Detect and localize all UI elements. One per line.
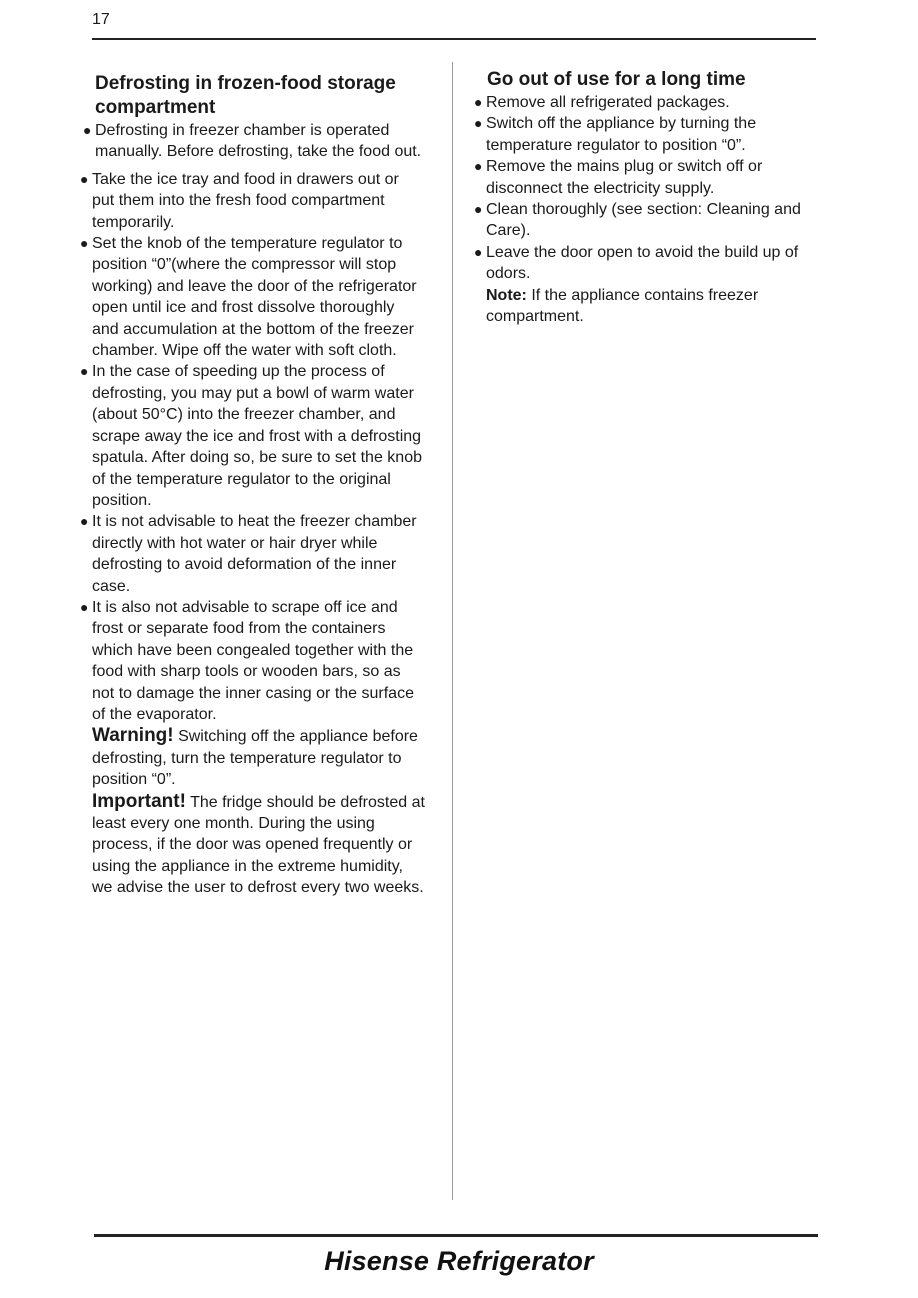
bullet-icon: ●	[474, 158, 483, 175]
page-number: 17	[92, 11, 110, 28]
important-label: Important!	[92, 790, 186, 812]
list-item: ● Take the ice tray and food in drawers out or put them into the fresh food compartment temporarily.	[80, 170, 399, 231]
list-item: ● Leave the door open to avoid the build up of odors.	[474, 243, 799, 283]
bullet-icon: ●	[474, 201, 483, 218]
bullet-icon: ●	[80, 235, 89, 252]
bullet-icon: ●	[83, 122, 92, 138]
important-note: Important! The fridge should be defrosted at least every one month. During the using process, if the door was opened frequently or using the appliance in the extreme humidity, we advise the user to defrost every two weeks.	[92, 790, 425, 897]
list-item: ● Set the knob of the temperature regulator to position “0”(where the compressor will stop working) and leave the door of the refrigerator open until ice and frost dissolve thoroughly and accumulation at the bottom of the freezer chamber. Wipe off the water with soft cloth.	[80, 235, 417, 360]
bullet-icon: ●	[80, 170, 89, 187]
defrosting-heading: Defrosting in frozen-food storage compartment	[95, 73, 396, 118]
list-item: ● Remove the mains plug or switch off or disconnect the electricity supply.	[474, 158, 763, 197]
out-of-use-heading: Go out of use for a long time	[487, 69, 746, 90]
right-column	[474, 68, 824, 327]
list-item: ● It is not advisable to heat the freezer chamber directly with hot water or hair dryer while defrosting to avoid deformation of the inner case.	[80, 513, 417, 595]
note-label: Note:	[486, 286, 527, 304]
header-rule	[92, 38, 816, 40]
bullet-icon: ●	[80, 363, 89, 380]
bullet-icon: ●	[474, 243, 483, 260]
warning-label: Warning!	[92, 725, 174, 747]
list-item: ● Defrosting in freezer chamber is operated manually. Before defrosting, take the food out.	[83, 122, 422, 161]
list-item: ● Switch off the appliance by turning the temperature regulator to position “0”.	[474, 115, 757, 154]
bullet-icon: ●	[80, 513, 89, 530]
footer-rule	[94, 1234, 818, 1237]
bullet-icon: ●	[80, 598, 89, 615]
bullet-icon: ●	[474, 115, 483, 132]
brand-footer: Hisense Refrigerator	[324, 1246, 594, 1276]
column-divider	[452, 62, 453, 1200]
list-item: ● Clean thoroughly (see section: Cleaning and Care).	[474, 201, 801, 240]
warning-note: Warning! Switching off the appliance before defrosting, turn the temperature regulator to position “0”.	[92, 725, 418, 789]
bullet-icon: ●	[474, 94, 483, 110]
list-item: ● In the case of speeding up the process of defrosting, you may put a bowl of warm water (about 50°C) into the freezer chamber, and scrape away the ice and frost with a defrosting spatula. After doing so, be sure to set the knob of the temperature regulator to the original position.	[80, 363, 422, 509]
left-column	[80, 72, 425, 899]
list-item: ● It is also not advisable to scrape off ice and frost or separate food from the containers which have been congealed together with the food with sharp tools or wooden bars, so as not to damage the inner casing or the surface of the evaporator.	[80, 598, 414, 723]
note: Note: If the appliance contains freezer compartment.	[486, 286, 759, 326]
list-item: ● Remove all refrigerated packages.	[474, 92, 824, 113]
